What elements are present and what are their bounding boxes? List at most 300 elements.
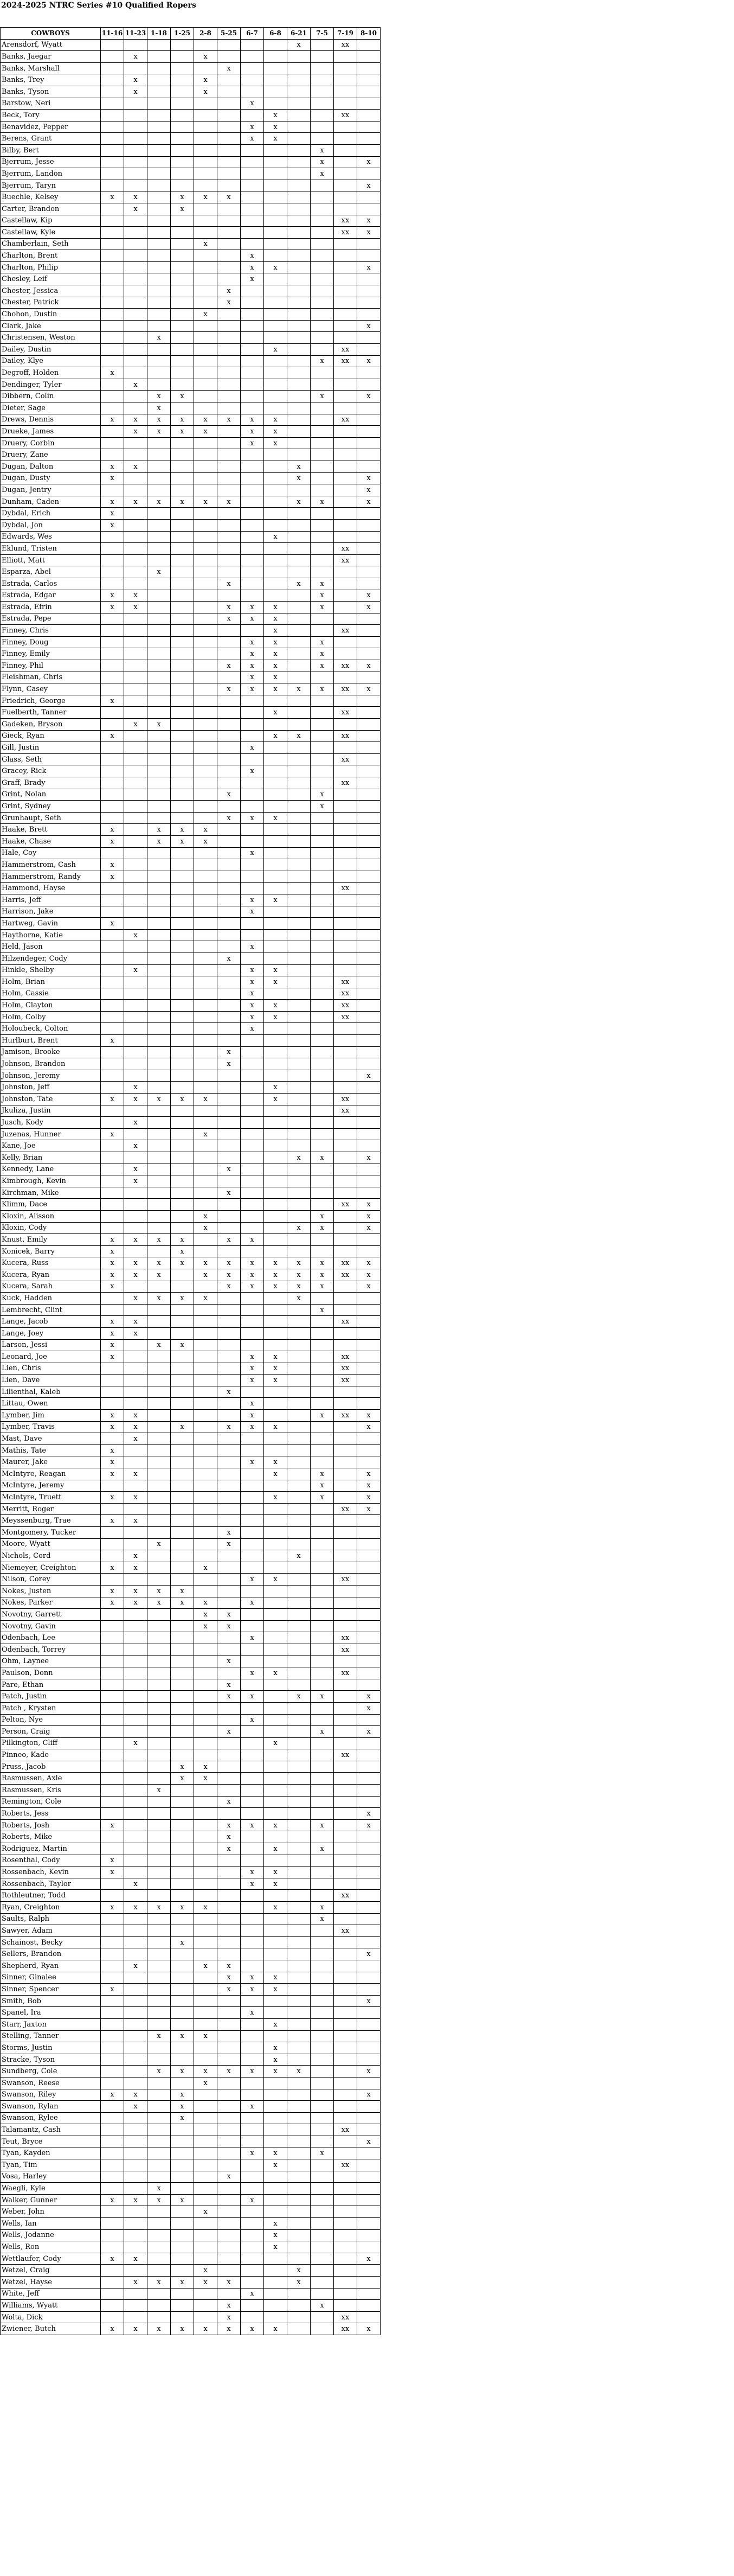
qualification-mark (101, 1175, 124, 1187)
qualification-mark (264, 554, 287, 566)
qualification-mark (217, 1702, 241, 1714)
qualification-mark (171, 1644, 194, 1655)
qualification-mark (287, 1726, 311, 1738)
qualification-mark (171, 2077, 194, 2089)
qualification-mark (194, 332, 217, 344)
qualification-mark: x (194, 1620, 217, 1632)
qualification-mark (194, 602, 217, 613)
qualification-mark: x (124, 1234, 147, 1246)
qualification-mark (217, 2042, 241, 2054)
qualification-mark (194, 215, 217, 227)
qualification-mark (194, 2311, 217, 2323)
table-row (1, 1609, 381, 1621)
qualification-mark (147, 367, 171, 379)
roper-name: Estrada, Pepe (1, 613, 101, 625)
qualification-mark (311, 320, 334, 332)
qualification-mark: x (241, 648, 264, 660)
qualification-mark (311, 859, 334, 871)
qualification-mark: x (357, 1995, 381, 2007)
qualification-mark (217, 1913, 241, 1925)
qualification-mark: x (194, 74, 217, 86)
qualification-mark (357, 2218, 381, 2230)
qualification-mark (357, 906, 381, 918)
qualification-mark (264, 742, 287, 754)
qualification-mark (311, 566, 334, 578)
qualification-mark (171, 613, 194, 625)
qualification-mark: x (264, 1000, 287, 1012)
qualification-mark (357, 2054, 381, 2066)
qualification-mark: x (357, 1199, 381, 1211)
qualification-mark (147, 1726, 171, 1738)
qualification-mark (147, 1948, 171, 1960)
qualification-mark (194, 590, 217, 602)
qualification-mark: x (194, 1210, 217, 1222)
roper-name: Pilkington, Cliff (1, 1737, 101, 1749)
qualification-mark (264, 2112, 287, 2124)
qualification-mark: x (264, 625, 287, 637)
qualification-mark (311, 250, 334, 262)
qualification-mark (194, 180, 217, 191)
qualification-mark (287, 379, 311, 391)
qualification-mark (311, 1679, 334, 1691)
qualification-mark (101, 484, 124, 496)
qualification-mark (241, 707, 264, 719)
qualification-mark (147, 121, 171, 133)
qualification-mark (357, 1035, 381, 1047)
qualification-mark (264, 2077, 287, 2089)
qualification-mark (147, 812, 171, 824)
qualification-mark (194, 461, 217, 472)
qualification-mark: x (264, 531, 287, 543)
roper-name: Finney, Emily (1, 648, 101, 660)
qualification-mark (124, 121, 147, 133)
qualification-mark (357, 1082, 381, 1094)
qualification-mark (171, 309, 194, 321)
qualification-mark (311, 1105, 334, 1117)
qualification-mark (124, 238, 147, 250)
qualification-mark: x (241, 1351, 264, 1363)
qualification-mark: x (264, 1492, 287, 1504)
qualification-mark (194, 2229, 217, 2241)
qualification-mark (357, 1984, 381, 1996)
qualification-mark (357, 672, 381, 683)
qualification-mark: x (217, 1421, 241, 1433)
qualification-mark: x (101, 461, 124, 472)
qualification-mark (311, 62, 334, 74)
qualification-mark (171, 1410, 194, 1422)
qualification-mark (334, 1609, 357, 1621)
qualification-mark: x (311, 1222, 334, 1234)
roper-name: Holm, Clayton (1, 1000, 101, 1012)
qualification-mark (147, 1796, 171, 1808)
qualification-mark (101, 1936, 124, 1948)
qualification-mark: x (101, 1562, 124, 1574)
table-row (1, 1082, 381, 1094)
qualification-mark (287, 2171, 311, 2183)
qualification-mark (287, 660, 311, 672)
qualification-mark (264, 765, 287, 777)
qualification-mark (287, 1831, 311, 1843)
qualification-mark (171, 1503, 194, 1515)
qualification-mark (101, 2124, 124, 2136)
qualification-mark: xx (334, 1890, 357, 1902)
roper-name: Hammond, Hayse (1, 883, 101, 894)
table-row (1, 1515, 381, 1527)
qualification-mark (147, 39, 171, 51)
qualification-mark (194, 2054, 217, 2066)
qualification-mark (147, 273, 171, 285)
qualification-mark: x (264, 1351, 287, 1363)
qualification-mark: x (147, 391, 171, 402)
table-row (1, 121, 381, 133)
qualification-mark (217, 1632, 241, 1644)
qualification-mark (287, 1995, 311, 2007)
qualification-mark (217, 566, 241, 578)
qualification-mark (101, 2101, 124, 2113)
qualification-mark (334, 1819, 357, 1831)
qualification-mark (217, 215, 241, 227)
roper-name: Rodriguez, Martin (1, 1843, 101, 1855)
date-column-header: 11-16 (101, 28, 124, 40)
qualification-mark (217, 355, 241, 367)
qualification-mark: x (264, 1902, 287, 1914)
qualification-mark: x (241, 812, 264, 824)
qualification-mark: x (101, 590, 124, 602)
qualification-mark (334, 62, 357, 74)
qualification-mark: x (264, 2054, 287, 2066)
qualification-mark (101, 238, 124, 250)
qualification-mark (101, 894, 124, 906)
qualification-mark (311, 51, 334, 63)
roper-name: Hinkle, Shelby (1, 964, 101, 976)
qualification-mark (287, 144, 311, 156)
roper-name: Zwiener, Butch (1, 2323, 101, 2335)
qualification-mark: x (311, 801, 334, 813)
qualification-mark (287, 110, 311, 122)
qualification-mark (241, 156, 264, 168)
qualification-mark (147, 1433, 171, 1445)
qualification-mark (101, 273, 124, 285)
qualification-mark (311, 1070, 334, 1082)
qualification-mark (124, 1773, 147, 1785)
qualification-mark: xx (334, 110, 357, 122)
qualification-mark (147, 227, 171, 239)
qualification-mark (241, 62, 264, 74)
qualification-mark (334, 1527, 357, 1539)
roper-name: Sellers, Brandon (1, 1948, 101, 1960)
qualification-mark (311, 1339, 334, 1351)
table-row (1, 871, 381, 883)
qualification-mark (171, 941, 194, 953)
qualification-mark (287, 801, 311, 813)
qualification-mark: x (357, 1492, 381, 1504)
qualification-mark (147, 801, 171, 813)
qualification-mark: x (171, 835, 194, 847)
qualification-mark (287, 1444, 311, 1456)
qualification-mark (101, 1609, 124, 1621)
qualification-mark (217, 777, 241, 789)
qualification-mark (101, 1480, 124, 1492)
qualification-mark (264, 2277, 287, 2289)
qualification-mark (287, 1035, 311, 1047)
qualification-mark (311, 1655, 334, 1667)
qualification-mark (194, 1433, 217, 1445)
roper-name: Wells, Ron (1, 2241, 101, 2253)
qualification-mark: x (101, 1257, 124, 1269)
qualification-mark (241, 1304, 264, 1316)
qualification-mark (171, 1726, 194, 1738)
table-row (1, 1960, 381, 1972)
qualification-mark (171, 1082, 194, 1094)
qualification-mark (334, 1117, 357, 1129)
qualification-mark (217, 730, 241, 742)
qualification-mark (217, 1867, 241, 1878)
qualification-mark (264, 1503, 287, 1515)
qualification-mark (287, 1609, 311, 1621)
roper-name: Mast, Dave (1, 1433, 101, 1445)
qualification-mark (101, 2030, 124, 2042)
qualification-mark (264, 1948, 287, 1960)
qualification-mark (334, 789, 357, 801)
qualification-mark (357, 707, 381, 719)
qualification-mark (147, 554, 171, 566)
qualification-mark (334, 1620, 357, 1632)
qualification-mark (357, 2030, 381, 2042)
qualification-mark (241, 110, 264, 122)
qualification-mark (264, 1105, 287, 1117)
qualification-mark (287, 2323, 311, 2335)
qualification-mark (311, 2288, 334, 2300)
qualification-mark (334, 636, 357, 648)
qualification-mark (101, 180, 124, 191)
qualification-mark (241, 801, 264, 813)
qualification-mark (217, 1304, 241, 1316)
qualification-mark: x (287, 578, 311, 590)
qualification-mark (357, 332, 381, 344)
qualification-mark (124, 742, 147, 754)
qualification-mark (124, 871, 147, 883)
table-row (1, 531, 381, 543)
qualification-mark (147, 1984, 171, 1996)
date-column-header: 6-21 (287, 28, 311, 40)
qualification-mark (124, 1398, 147, 1410)
qualification-mark (311, 2277, 334, 2289)
qualification-mark (264, 578, 287, 590)
qualification-mark: x (147, 824, 171, 836)
qualification-mark (264, 1620, 287, 1632)
qualification-mark (194, 941, 217, 953)
qualification-mark: x (264, 2218, 287, 2230)
qualification-mark: x (241, 1984, 264, 1996)
qualification-mark (194, 531, 217, 543)
roper-name: Rossenbach, Kevin (1, 1867, 101, 1878)
qualification-mark (194, 1972, 217, 1984)
table-row (1, 1948, 381, 1960)
qualification-mark: x (147, 1339, 171, 1351)
roper-name: Holm, Brian (1, 976, 101, 988)
table-row (1, 1995, 381, 2007)
qualification-mark: x (264, 2018, 287, 2030)
qualification-mark (241, 1117, 264, 1129)
qualification-mark (264, 1538, 287, 1550)
qualification-mark (217, 2241, 241, 2253)
qualification-mark (287, 1913, 311, 1925)
qualification-mark (241, 74, 264, 86)
qualification-mark (287, 988, 311, 1000)
qualification-mark (194, 355, 217, 367)
roper-name: Estrada, Carlos (1, 578, 101, 590)
qualification-mark (357, 1304, 381, 1316)
qualification-mark (334, 1339, 357, 1351)
qualification-mark (357, 168, 381, 180)
qualification-mark (311, 1515, 334, 1527)
table-row (1, 543, 381, 555)
qualification-mark (357, 121, 381, 133)
qualification-mark: x (124, 1737, 147, 1749)
table-row (1, 168, 381, 180)
qualification-mark: xx (334, 1574, 357, 1586)
roper-name: Kelly, Brian (1, 1152, 101, 1164)
qualification-mark (217, 203, 241, 215)
qualification-mark (357, 1293, 381, 1305)
qualification-mark (147, 1515, 171, 1527)
qualification-mark (357, 1456, 381, 1468)
qualification-mark (287, 2300, 311, 2312)
qualification-mark (357, 2241, 381, 2253)
qualification-mark (147, 988, 171, 1000)
qualification-mark (171, 648, 194, 660)
qualification-mark: x (311, 789, 334, 801)
table-row (1, 1094, 381, 1105)
table-row (1, 1375, 381, 1386)
qualification-mark (287, 98, 311, 110)
qualification-mark (147, 344, 171, 356)
qualification-mark: x (194, 1257, 217, 1269)
qualification-mark (194, 964, 217, 976)
table-row (1, 1035, 381, 1047)
qualification-mark: x (357, 484, 381, 496)
qualification-mark (124, 2124, 147, 2136)
qualification-mark (124, 1796, 147, 1808)
qualification-mark (124, 636, 147, 648)
qualification-mark (194, 1574, 217, 1586)
qualification-mark (357, 1105, 381, 1117)
roper-name: Johnson, Jeremy (1, 1070, 101, 1082)
qualification-mark (264, 953, 287, 964)
qualification-mark (101, 1363, 124, 1375)
qualification-mark (264, 1210, 287, 1222)
qualification-mark: xx (334, 1269, 357, 1281)
qualification-mark (264, 753, 287, 765)
qualification-mark (217, 1117, 241, 1129)
qualification-mark: x (264, 1984, 287, 1996)
qualification-mark (101, 110, 124, 122)
qualification-mark (264, 1386, 287, 1398)
qualification-mark (287, 2218, 311, 2230)
qualification-mark: x (124, 2089, 147, 2101)
qualification-mark (334, 2253, 357, 2265)
qualification-mark (311, 215, 334, 227)
qualification-mark: x (241, 1574, 264, 1586)
qualification-mark (264, 1562, 287, 1574)
qualification-mark (171, 1562, 194, 1574)
qualification-mark (124, 1046, 147, 1058)
qualification-mark (124, 1281, 147, 1293)
qualification-mark (147, 1117, 171, 1129)
qualification-mark: x (311, 1257, 334, 1269)
qualification-mark (101, 1433, 124, 1445)
qualification-mark (217, 168, 241, 180)
qualification-mark: x (171, 2101, 194, 2113)
qualification-mark: x (311, 1492, 334, 1504)
qualification-mark (217, 2124, 241, 2136)
qualification-mark (194, 1327, 217, 1339)
qualification-mark (287, 789, 311, 801)
table-row (1, 2241, 381, 2253)
table-row (1, 2136, 381, 2147)
qualification-mark: x (101, 2194, 124, 2206)
qualification-mark: x (124, 1327, 147, 1339)
qualification-mark (147, 1995, 171, 2007)
qualification-mark (287, 1515, 311, 1527)
qualification-mark (264, 1890, 287, 1902)
qualification-mark (334, 1128, 357, 1140)
qualification-mark (287, 2054, 311, 2066)
qualification-mark (311, 133, 334, 145)
qualification-mark (264, 238, 287, 250)
qualification-mark (124, 847, 147, 859)
qualification-mark (124, 2300, 147, 2312)
qualification-mark: x (311, 1281, 334, 1293)
roper-name: Niemeyer, Creighton (1, 1562, 101, 1574)
qualification-mark (147, 355, 171, 367)
qualification-mark (194, 320, 217, 332)
qualification-mark (217, 367, 241, 379)
qualification-mark (194, 1679, 217, 1691)
qualification-mark (124, 1339, 147, 1351)
qualification-mark (194, 1702, 217, 1714)
qualification-mark (287, 648, 311, 660)
qualification-mark: x (101, 496, 124, 508)
qualification-mark: x (241, 2194, 264, 2206)
roper-name: Lange, Joey (1, 1327, 101, 1339)
date-column-header: 7-5 (311, 28, 334, 40)
qualification-mark (357, 1164, 381, 1175)
qualification-mark (217, 39, 241, 51)
qualification-mark (124, 660, 147, 672)
qualification-mark: x (241, 1398, 264, 1410)
table-row (1, 695, 381, 707)
qualification-mark (124, 953, 147, 964)
qualification-mark (194, 2007, 217, 2019)
qualification-mark (287, 2147, 311, 2159)
qualification-mark (194, 1948, 217, 1960)
qualification-mark (311, 2112, 334, 2124)
qualification-mark: xx (334, 2159, 357, 2171)
qualification-mark: x (241, 636, 264, 648)
qualification-mark (311, 2323, 334, 2335)
qualification-mark (217, 1175, 241, 1187)
qualification-mark: xx (334, 344, 357, 356)
qualification-mark (124, 1363, 147, 1375)
roper-name: Drueke, James (1, 426, 101, 438)
qualification-mark (334, 1878, 357, 1890)
qualification-mark (287, 1410, 311, 1422)
qualification-mark (171, 2124, 194, 2136)
qualification-mark (311, 203, 334, 215)
qualification-mark (171, 1351, 194, 1363)
qualification-mark (287, 1620, 311, 1632)
